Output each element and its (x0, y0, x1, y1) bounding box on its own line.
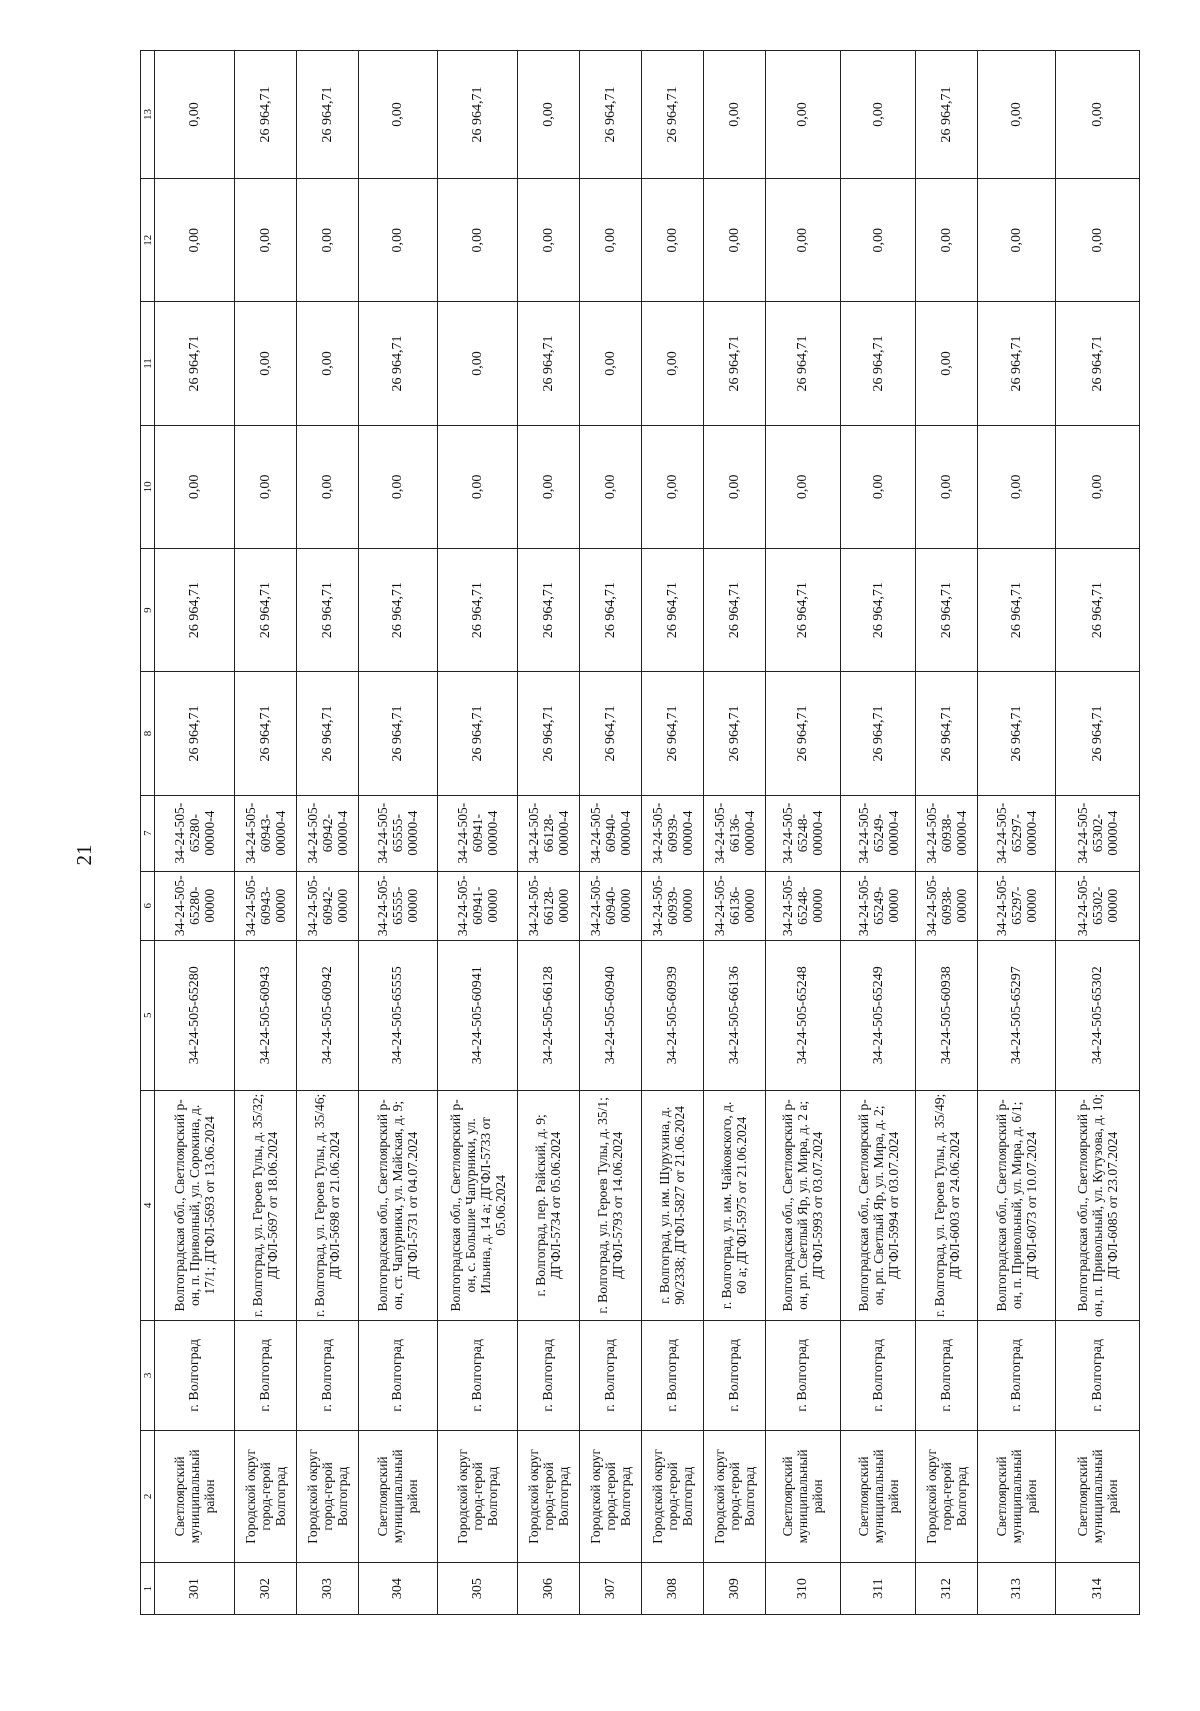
address: г. Волгоград, ул. им. Чайковского, д. 60 а; ДГФЛ-5975 от 21.06.2024 (703, 1090, 765, 1321)
code-full: 34-24-505-65297-00000-4 (978, 795, 1055, 871)
amount: 0,00 (296, 425, 358, 548)
column-number: 3 (141, 1321, 155, 1430)
amount: 26 964,71 (438, 672, 518, 795)
code-extended: 34-24-505-65249-00000 (841, 871, 916, 940)
code-extended: 34-24-505-60941-00000 (438, 871, 518, 940)
code-full: 34-24-505-65249-00000-4 (841, 795, 916, 871)
city: г. Волгоград (1055, 1321, 1139, 1430)
amount: 26 964,71 (358, 302, 438, 425)
table-row (641, 51, 703, 1615)
amount: 26 964,71 (765, 302, 840, 425)
row-number: 301 (155, 1563, 235, 1615)
amount: 0,00 (579, 302, 641, 425)
code-extended: 34-24-505-60939-00000 (641, 871, 703, 940)
code-full: 34-24-505-65248-00000-4 (765, 795, 840, 871)
municipality: Светлоярский муниципальный район (978, 1430, 1055, 1563)
amount: 26 964,71 (765, 548, 840, 671)
code: 34-24-505-65297 (978, 940, 1055, 1090)
row-number: 307 (579, 1563, 641, 1615)
amount: 26 964,71 (641, 548, 703, 671)
city: г. Волгоград (358, 1321, 438, 1430)
code: 34-24-505-60939 (641, 940, 703, 1090)
amount: 26 964,71 (703, 302, 765, 425)
city: г. Волгоград (438, 1321, 518, 1430)
table-row (579, 51, 641, 1615)
row-number: 302 (234, 1563, 296, 1615)
code: 34-24-505-65280 (155, 940, 235, 1090)
amount: 0,00 (296, 302, 358, 425)
amount: 0,00 (641, 179, 703, 302)
amount: 26 964,71 (703, 548, 765, 671)
rotated-table-wrapper (140, 50, 1140, 1615)
amount: 0,00 (296, 179, 358, 302)
column-number: 11 (141, 302, 155, 425)
amount: 26 964,71 (978, 672, 1055, 795)
amount: 0,00 (978, 51, 1055, 179)
amount: 26 964,71 (579, 672, 641, 795)
column-number: 12 (141, 179, 155, 302)
amount: 0,00 (438, 425, 518, 548)
code-extended: 34-24-505-65297-00000 (978, 871, 1055, 940)
city: г. Волгоград (296, 1321, 358, 1430)
amount: 26 964,71 (155, 672, 235, 795)
amount: 26 964,71 (438, 548, 518, 671)
amount: 0,00 (579, 425, 641, 548)
table-row (517, 51, 579, 1615)
code-extended: 34-24-505-65248-00000 (765, 871, 840, 940)
code: 34-24-505-65555 (358, 940, 438, 1090)
amount: 0,00 (641, 425, 703, 548)
address: г. Волгоград, ул. Героев Тулы, д. 35/46; ДГФЛ-5698 от 21.06.2024 (296, 1090, 358, 1321)
column-number: 13 (141, 51, 155, 179)
municipality: Светлоярский муниципальный район (1055, 1430, 1139, 1563)
address: г. Волгоград, ул. Героев Тулы, д. 35/1; ДГФЛ-5793 от 14.06.2024 (579, 1090, 641, 1321)
address: Волгоградская обл., Светлоярский р-он, рп. Светлый Яр, ул. Мира, д. 2; ДГФЛ-5994 от 03.07.2024 (841, 1090, 916, 1321)
address: Волгоградская обл., Светлоярский р-он, п. Привольный, ул. Кутузова, д. 10; ДГФЛ-6085 от 23.07.2024 (1055, 1090, 1139, 1321)
municipality: Городской округ город-герой Волгоград (916, 1430, 978, 1563)
municipality: Светлоярский муниципальный район (358, 1430, 438, 1563)
amount: 26 964,71 (841, 548, 916, 671)
amount: 26 964,71 (155, 302, 235, 425)
row-number: 303 (296, 1563, 358, 1615)
amount: 0,00 (641, 302, 703, 425)
amount: 0,00 (155, 51, 235, 179)
row-number: 313 (978, 1563, 1055, 1615)
city: г. Волгоград (579, 1321, 641, 1430)
row-number: 314 (1055, 1563, 1139, 1615)
column-number: 8 (141, 672, 155, 795)
address: Волгоградская обл., Светлоярский р-он, ст. Чапурники, ул. Майская, д. 9; ДГФЛ-5731 от 04.07.2024 (358, 1090, 438, 1321)
table-row (703, 51, 765, 1615)
table-row (841, 51, 916, 1615)
code: 34-24-505-65248 (765, 940, 840, 1090)
amount: 26 964,71 (234, 51, 296, 179)
code-full: 34-24-505-66128-00000-4 (517, 795, 579, 871)
amount: 0,00 (978, 425, 1055, 548)
amount: 26 964,71 (916, 51, 978, 179)
code-full: 34-24-505-65555-00000-4 (358, 795, 438, 871)
amount: 0,00 (1055, 179, 1139, 302)
code-full: 34-24-505-60943-00000-4 (234, 795, 296, 871)
amount: 0,00 (841, 179, 916, 302)
amount: 26 964,71 (916, 672, 978, 795)
amount: 0,00 (234, 425, 296, 548)
amount: 26 964,71 (765, 672, 840, 795)
page-number: 21 (72, 844, 96, 866)
table-row (234, 51, 296, 1615)
table-row (155, 51, 235, 1615)
amount: 26 964,71 (517, 548, 579, 671)
amount: 26 964,71 (155, 548, 235, 671)
code-extended: 34-24-505-65555-00000 (358, 871, 438, 940)
code: 34-24-505-60941 (438, 940, 518, 1090)
municipality: Городской округ город-герой Волгоград (438, 1430, 518, 1563)
amount: 0,00 (358, 51, 438, 179)
address: г. Волгоград, пер. Райский, д. 9; ДГФЛ-5734 от 05.06.2024 (517, 1090, 579, 1321)
column-number: 6 (141, 871, 155, 940)
address: Волгоградская обл., Светлоярский р-он, с. Большие Чапурники, ул. Ильина, д. 14 а; ДГФЛ-5733 от 05.06.2024 (438, 1090, 518, 1321)
municipality: Городской округ город-герой Волгоград (641, 1430, 703, 1563)
amount: 26 964,71 (1055, 548, 1139, 671)
amount: 26 964,71 (358, 548, 438, 671)
amount: 0,00 (765, 51, 840, 179)
table-row (358, 51, 438, 1615)
code-extended: 34-24-505-60940-00000 (579, 871, 641, 940)
code: 34-24-505-60940 (579, 940, 641, 1090)
city: г. Волгоград (641, 1321, 703, 1430)
municipality: Светлоярский муниципальный район (765, 1430, 840, 1563)
table-row (1055, 51, 1139, 1615)
address: г. Волгоград, ул. Героев Тулы, д. 35/32; ДГФЛ-5697 от 18.06.2024 (234, 1090, 296, 1321)
amount: 0,00 (517, 179, 579, 302)
code: 34-24-505-65249 (841, 940, 916, 1090)
amount: 0,00 (438, 302, 518, 425)
code-full: 34-24-505-60938-00000-4 (916, 795, 978, 871)
column-number: 5 (141, 940, 155, 1090)
municipality: Светлоярский муниципальный район (155, 1430, 235, 1563)
amount: 26 964,71 (916, 548, 978, 671)
amount: 26 964,71 (517, 302, 579, 425)
code-extended: 34-24-505-60943-00000 (234, 871, 296, 940)
city: г. Волгоград (978, 1321, 1055, 1430)
code-extended: 34-24-505-65302-00000 (1055, 871, 1139, 940)
amount: 0,00 (765, 425, 840, 548)
amount: 26 964,71 (641, 51, 703, 179)
amount: 0,00 (703, 425, 765, 548)
code: 34-24-505-66136 (703, 940, 765, 1090)
amount: 0,00 (916, 179, 978, 302)
data-table (140, 50, 1140, 1615)
amount: 0,00 (703, 179, 765, 302)
amount: 26 964,71 (641, 672, 703, 795)
code-full: 34-24-505-65302-00000-4 (1055, 795, 1139, 871)
amount: 26 964,71 (978, 302, 1055, 425)
column-number: 7 (141, 795, 155, 871)
code-full: 34-24-505-60940-00000-4 (579, 795, 641, 871)
table-row (916, 51, 978, 1615)
amount: 26 964,71 (296, 548, 358, 671)
city: г. Волгоград (517, 1321, 579, 1430)
code: 34-24-505-60938 (916, 940, 978, 1090)
city: г. Волгоград (765, 1321, 840, 1430)
city: г. Волгоград (916, 1321, 978, 1430)
column-number: 1 (141, 1563, 155, 1615)
code-full: 34-24-505-60939-00000-4 (641, 795, 703, 871)
amount: 26 964,71 (438, 51, 518, 179)
municipality: Городской округ город-герой Волгоград (703, 1430, 765, 1563)
row-number: 310 (765, 1563, 840, 1615)
amount: 0,00 (978, 179, 1055, 302)
table-body (155, 51, 1140, 1615)
address: Волгоградская обл., Светлоярский р-он, рп. Светлый Яр, ул. Мира, д. 2 а; ДГФЛ-5993 от 03.07.2024 (765, 1090, 840, 1321)
row-number: 308 (641, 1563, 703, 1615)
amount: 0,00 (358, 425, 438, 548)
amount: 26 964,71 (1055, 302, 1139, 425)
amount: 0,00 (517, 51, 579, 179)
amount: 26 964,71 (579, 548, 641, 671)
city: г. Волгоград (703, 1321, 765, 1430)
amount: 0,00 (1055, 425, 1139, 548)
row-number: 304 (358, 1563, 438, 1615)
amount: 0,00 (841, 425, 916, 548)
column-number: 2 (141, 1430, 155, 1563)
code-extended: 34-24-505-66128-00000 (517, 871, 579, 940)
amount: 26 964,71 (978, 548, 1055, 671)
address: Волгоградская обл., Светлоярский р-он, п. Приволный, ул. Сорокина, д. 17/1; ДГФЛ-5693 от 13.06.2024 (155, 1090, 235, 1321)
amount: 0,00 (916, 425, 978, 548)
city: г. Волгоград (234, 1321, 296, 1430)
amount: 26 964,71 (234, 672, 296, 795)
municipality: Городской округ город-герой Волгоград (296, 1430, 358, 1563)
column-number: 9 (141, 548, 155, 671)
code-extended: 34-24-505-60938-00000 (916, 871, 978, 940)
table-row (296, 51, 358, 1615)
address: г. Волгоград, ул. Героев Тулы, д. 35/49; ДГФЛ-6003 от 24.06.2024 (916, 1090, 978, 1321)
amount: 0,00 (358, 179, 438, 302)
amount: 26 964,71 (296, 51, 358, 179)
code-extended: 34-24-505-65280-00000 (155, 871, 235, 940)
table-row (438, 51, 518, 1615)
municipality: Городской округ город-герой Волгоград (579, 1430, 641, 1563)
code: 34-24-505-60942 (296, 940, 358, 1090)
column-number: 10 (141, 425, 155, 548)
amount: 26 964,71 (841, 672, 916, 795)
code-full: 34-24-505-66136-00000-4 (703, 795, 765, 871)
municipality: Светлоярский муниципальный район (841, 1430, 916, 1563)
amount: 26 964,71 (1055, 672, 1139, 795)
amount: 0,00 (841, 51, 916, 179)
code: 34-24-505-65302 (1055, 940, 1139, 1090)
amount: 26 964,71 (358, 672, 438, 795)
amount: 0,00 (517, 425, 579, 548)
code-full: 34-24-505-65280-00000-4 (155, 795, 235, 871)
header-row (141, 51, 155, 1615)
municipality: Городской округ город-герой Волгоград (517, 1430, 579, 1563)
amount: 0,00 (234, 179, 296, 302)
code: 34-24-505-60943 (234, 940, 296, 1090)
code-full: 34-24-505-60941-00000-4 (438, 795, 518, 871)
amount: 26 964,71 (234, 548, 296, 671)
row-number: 306 (517, 1563, 579, 1615)
code-full: 34-24-505-60942-00000-4 (296, 795, 358, 871)
address: Волгоградская обл., Светлоярский р-он, п. Привольный, ул. Мира, д. 6/1; ДГФЛ-6073 от 10.07.2024 (978, 1090, 1055, 1321)
amount: 0,00 (438, 179, 518, 302)
amount: 26 964,71 (579, 51, 641, 179)
city: г. Волгоград (841, 1321, 916, 1430)
amount: 0,00 (155, 425, 235, 548)
amount: 0,00 (1055, 51, 1139, 179)
code-extended: 34-24-505-60942-00000 (296, 871, 358, 940)
amount: 26 964,71 (296, 672, 358, 795)
row-number: 312 (916, 1563, 978, 1615)
table-row (765, 51, 840, 1615)
amount: 0,00 (234, 302, 296, 425)
amount: 0,00 (579, 179, 641, 302)
amount: 0,00 (765, 179, 840, 302)
municipality: Городской округ город-герой Волгоград (234, 1430, 296, 1563)
amount: 0,00 (703, 51, 765, 179)
city: г. Волгоград (155, 1321, 235, 1430)
column-number: 4 (141, 1090, 155, 1321)
row-number: 305 (438, 1563, 518, 1615)
amount: 0,00 (155, 179, 235, 302)
row-number: 311 (841, 1563, 916, 1615)
table-row (978, 51, 1055, 1615)
row-number: 309 (703, 1563, 765, 1615)
address: г. Волгоград, ул. им. Шурухина, д. 90/2338; ДГФЛ-5827 от 21.06.2024 (641, 1090, 703, 1321)
code: 34-24-505-66128 (517, 940, 579, 1090)
code-extended: 34-24-505-66136-00000 (703, 871, 765, 940)
amount: 26 964,71 (517, 672, 579, 795)
amount: 0,00 (916, 302, 978, 425)
amount: 26 964,71 (703, 672, 765, 795)
amount: 26 964,71 (841, 302, 916, 425)
